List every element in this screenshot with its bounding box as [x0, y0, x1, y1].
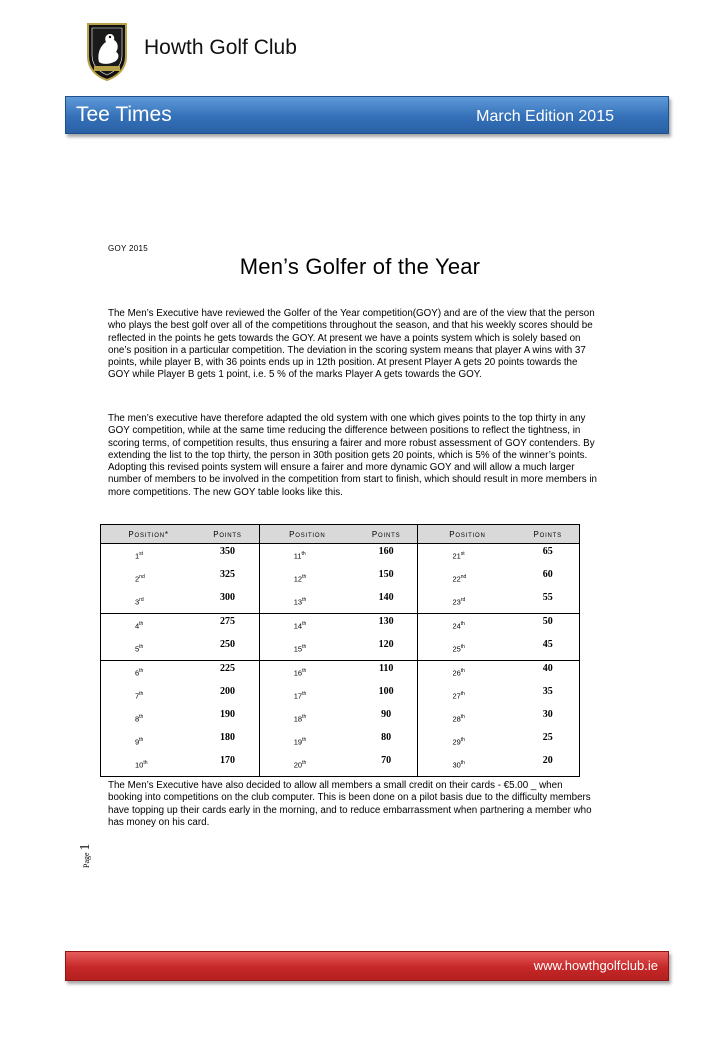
- points-cell: 150: [355, 567, 418, 590]
- position-cell: [418, 590, 517, 614]
- edition-label: March Edition 2015: [476, 108, 614, 125]
- goy-points-table: [100, 524, 580, 777]
- points-cell: 50: [516, 614, 579, 638]
- table-row: [101, 590, 580, 614]
- position-cell: [418, 567, 517, 590]
- position-cell: [259, 637, 355, 661]
- position-cell: [101, 730, 197, 753]
- page-number-label: Page 1: [78, 843, 93, 868]
- points-cell: 60: [516, 567, 579, 590]
- position-number: 12: [293, 574, 303, 584]
- position-suffix: th: [302, 713, 307, 720]
- position-cell: [418, 684, 517, 707]
- position-cell: [259, 707, 355, 730]
- position-suffix: th: [460, 667, 465, 674]
- position-suffix: th: [302, 643, 307, 650]
- points-cell: 200: [196, 684, 259, 707]
- position-suffix: nd: [139, 573, 145, 580]
- position-cell: [418, 614, 517, 638]
- column-header-points-2: Points: [355, 525, 418, 544]
- position-suffix: th: [302, 759, 307, 766]
- points-cell: 325: [196, 567, 259, 590]
- position-cell: [101, 590, 197, 614]
- points-cell: 110: [355, 661, 418, 685]
- table-row: [101, 730, 580, 753]
- position-number: 27: [452, 691, 461, 701]
- points-cell: 70: [355, 753, 418, 777]
- position-number: 18: [293, 714, 303, 724]
- position-number: 26: [452, 668, 461, 678]
- position-number: 16: [293, 668, 303, 678]
- position-suffix: th: [139, 667, 144, 674]
- position-number: 30: [452, 760, 461, 770]
- newsletter-banner: [65, 96, 669, 134]
- position-number: 3: [135, 597, 140, 607]
- position-suffix: rd: [460, 596, 466, 603]
- position-cell: [101, 707, 197, 730]
- article-paragraph-1: The Men’s Executive have reviewed the Golfer of the Year competition(GOY) and are of the view that the person who plays the best golf over all of the competitions throughout the season, and that his weekly scores should be reflected in the points he gets towards the GOY. At present we have a points system which is solely based on one’s position in a particular competition. The deviation in the scoring system means that player A wins with 37 points, while player B, with 36 points ends up in 12th position. At present Player A gets 20 points towards the GOY while Player B gets 1 point, i.e. 5 % of the marks Player A gets towards the GOY.: [108, 308, 595, 381]
- article-paragraph-2: The men’s executive have therefore adapted the old system with one which gives points to the top thirty in any GOY competition, while at the same time reducing the difference between positions to reflect the tightness, in scoring terms, of competition results, thus ensuring a fairer and more robust assessment of GOY contenders. By extending the list to the top thirty, the person in 30th position gets 20 points, which is 5% of the winner’s points. Adopting this revised points system will ensure a fairer and more dynamic GOY and will allow a much larger number of members to be involved in the competition from start to finish, which should result in more members in more competitions. The new GOY table looks like this.: [108, 413, 597, 498]
- position-number: 1: [135, 551, 140, 561]
- points-cell: 40: [516, 661, 579, 685]
- position-suffix: th: [139, 713, 144, 720]
- position-suffix: th: [139, 690, 144, 697]
- position-suffix: th: [460, 690, 465, 697]
- position-number: 11: [293, 551, 302, 561]
- position-suffix: th: [139, 643, 144, 650]
- position-suffix: th: [302, 736, 307, 743]
- table-row: [101, 684, 580, 707]
- points-cell: 80: [355, 730, 418, 753]
- position-cell: [418, 544, 517, 568]
- position-suffix: nd: [460, 573, 467, 580]
- position-suffix: th: [460, 643, 465, 650]
- position-cell: [259, 590, 355, 614]
- column-header-points-1: Points: [196, 525, 259, 544]
- points-cell: 190: [196, 707, 259, 730]
- points-cell: 120: [355, 637, 418, 661]
- points-cell: 225: [196, 661, 259, 685]
- article-title: Men’s Golfer of the Year: [239, 254, 481, 279]
- position-number: 17: [293, 691, 303, 701]
- table-row: [101, 661, 580, 685]
- position-suffix: rd: [139, 596, 144, 603]
- position-cell: [101, 567, 197, 590]
- position-cell: [101, 614, 197, 638]
- points-cell: 55: [516, 590, 579, 614]
- position-number: 19: [293, 737, 303, 747]
- footer-banner: [65, 951, 669, 981]
- points-cell: 20: [516, 753, 579, 777]
- position-number: 2: [135, 574, 140, 584]
- position-cell: [418, 661, 517, 685]
- position-suffix: th: [139, 736, 144, 743]
- position-cell: [418, 707, 517, 730]
- article-paragraph-3: The Men’s Executive have also decided to allow all members a small credit on their cards - €5.00 _ when booking into competitions on the club computer. This is been done on a pilot basis due to the difficulty members have topping up their cards early in the morning, and to reduce embarrassment when partnering a member who has money on his card.: [108, 780, 592, 828]
- position-number: 10: [135, 760, 144, 770]
- position-number: 9: [135, 737, 140, 747]
- column-header-points-3: Points: [516, 525, 579, 544]
- position-number: 21: [452, 551, 461, 561]
- position-number: 15: [293, 644, 303, 654]
- points-cell: 45: [516, 637, 579, 661]
- table-row: [101, 637, 580, 661]
- column-header-position-2: Position: [259, 525, 355, 544]
- position-number: 28: [452, 714, 461, 724]
- position-suffix: th: [301, 550, 306, 557]
- position-suffix: th: [302, 620, 307, 627]
- position-cell: [259, 753, 355, 777]
- table-row: [101, 707, 580, 730]
- position-suffix: th: [302, 573, 307, 580]
- table-row: [101, 544, 580, 568]
- points-cell: 350: [196, 544, 259, 568]
- points-cell: 300: [196, 590, 259, 614]
- position-cell: [101, 684, 197, 707]
- position-suffix: th: [460, 620, 465, 627]
- points-cell: 90: [355, 707, 418, 730]
- position-suffix: th: [460, 759, 465, 766]
- points-cell: 65: [516, 544, 579, 568]
- website-link[interactable]: www.howthgolfclub.ie: [533, 958, 658, 973]
- club-name: Howth Golf Club: [144, 36, 297, 59]
- points-cell: 30: [516, 707, 579, 730]
- position-suffix: st: [139, 550, 144, 557]
- column-header-position-1: Position*: [101, 525, 197, 544]
- position-suffix: th: [460, 736, 465, 743]
- position-cell: [259, 730, 355, 753]
- position-cell: [101, 637, 197, 661]
- position-number: 4: [135, 621, 140, 631]
- page-number: 1: [78, 843, 93, 851]
- position-suffix: th: [302, 667, 307, 674]
- points-cell: 250: [196, 637, 259, 661]
- position-cell: [259, 567, 355, 590]
- points-cell: 130: [355, 614, 418, 638]
- position-cell: [101, 544, 197, 568]
- position-number: 14: [293, 621, 303, 631]
- position-cell: [101, 753, 197, 777]
- position-cell: [259, 614, 355, 638]
- column-header-position-3: Position: [418, 525, 517, 544]
- position-number: 5: [135, 644, 140, 654]
- points-cell: 275: [196, 614, 259, 638]
- table-row: [101, 614, 580, 638]
- position-cell: [259, 684, 355, 707]
- points-cell: 100: [355, 684, 418, 707]
- position-suffix: st: [460, 550, 465, 557]
- table-row: [101, 567, 580, 590]
- position-cell: [259, 661, 355, 685]
- position-number: 25: [452, 644, 461, 654]
- position-suffix: th: [302, 596, 307, 603]
- position-number: 29: [452, 737, 461, 747]
- newsletter-title: Tee Times: [76, 103, 172, 126]
- position-number: 20: [293, 760, 303, 770]
- position-cell: [418, 753, 517, 777]
- position-suffix: th: [143, 759, 148, 766]
- club-crest-logo: [84, 20, 130, 82]
- position-cell: [418, 637, 517, 661]
- position-suffix: th: [460, 713, 465, 720]
- points-cell: 140: [355, 590, 418, 614]
- position-number: 13: [293, 597, 303, 607]
- position-number: 22: [452, 574, 461, 584]
- points-cell: 160: [355, 544, 418, 568]
- position-number: 23: [452, 597, 461, 607]
- position-number: 24: [452, 621, 461, 631]
- position-cell: [418, 730, 517, 753]
- points-cell: 180: [196, 730, 259, 753]
- table-row: [101, 753, 580, 777]
- position-suffix: th: [139, 620, 144, 627]
- position-number: 6: [135, 668, 140, 678]
- points-cell: 170: [196, 753, 259, 777]
- position-number: 8: [135, 714, 140, 724]
- position-cell: [101, 661, 197, 685]
- table-header-row: [101, 525, 580, 544]
- points-cell: 35: [516, 684, 579, 707]
- position-number: 7: [135, 691, 140, 701]
- points-cell: 25: [516, 730, 579, 753]
- position-cell: [259, 544, 355, 568]
- article-tag: GOY 2015: [108, 244, 149, 253]
- position-suffix: th: [302, 690, 307, 697]
